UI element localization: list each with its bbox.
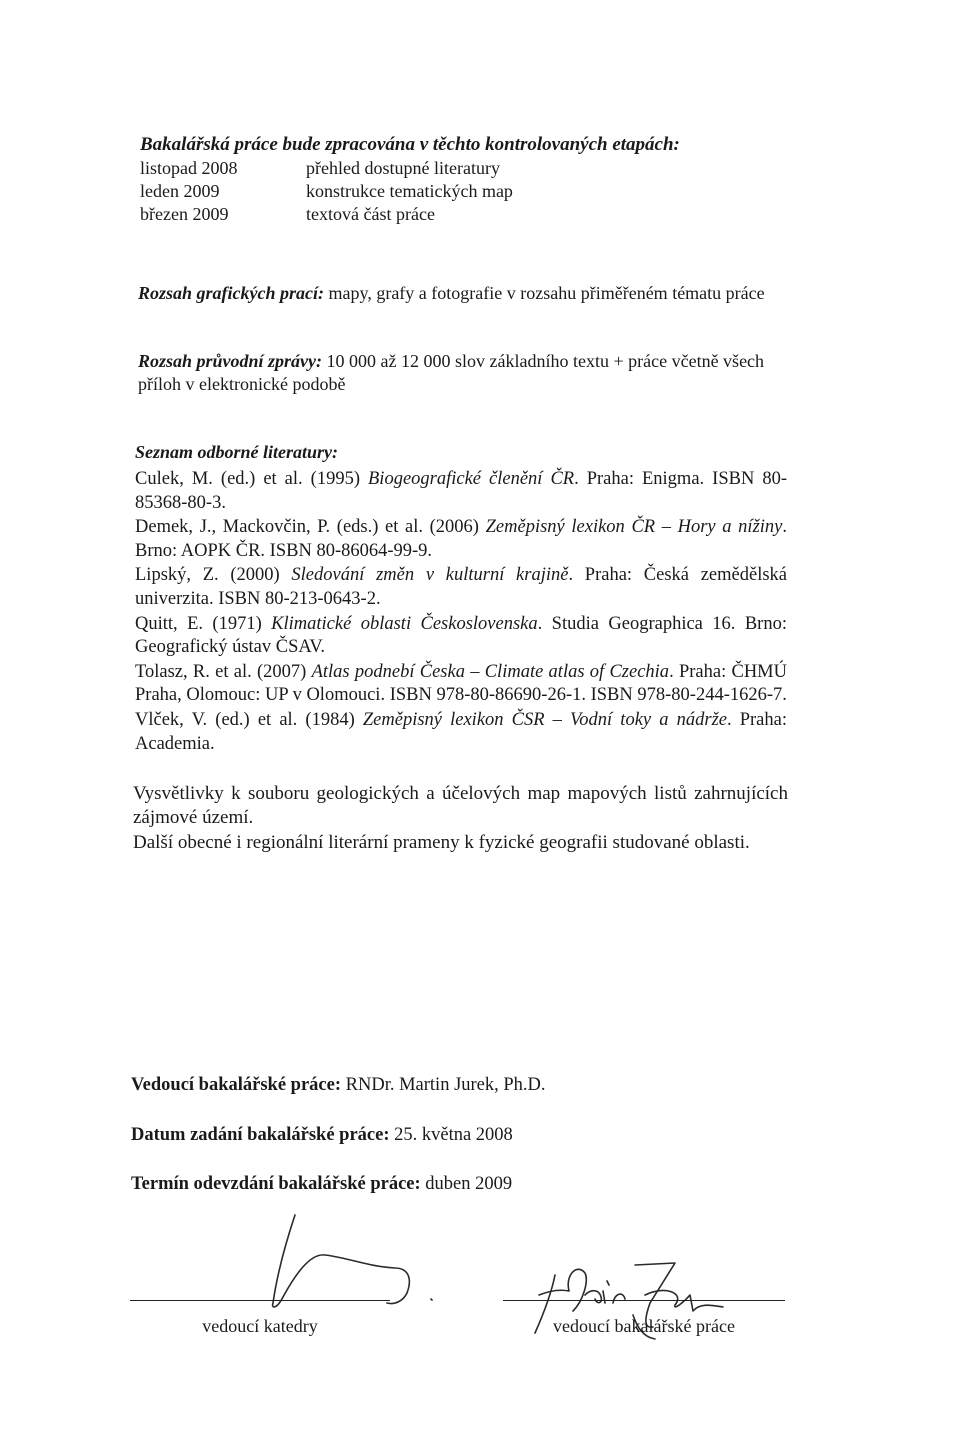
reference-authors: Demek, J., Mackovčin, P. (eds.) et al. (2006) bbox=[135, 517, 486, 538]
stage-row bbox=[140, 203, 840, 226]
reference-authors: Vlček, V. (ed.) et al. (1984) bbox=[135, 709, 363, 730]
reference-item bbox=[135, 516, 787, 563]
submission-deadline-value: duben 2009 bbox=[420, 1174, 513, 1194]
reference-authors: Culek, M. (ed.) et al. (1995) bbox=[135, 469, 368, 489]
other-source-item: Další obecné i regionální literární prameny k fyzické geografii studované oblasti. bbox=[133, 832, 750, 853]
assignment-date-label: Datum zadání bakalářské práce: bbox=[131, 1125, 390, 1145]
reference-title: Zeměpisný lexikon ČSR – Vodní toky a nádrže bbox=[362, 709, 727, 730]
reference-authors: Lipský, Z. (2000) bbox=[135, 565, 292, 586]
reference-title: Sledování změn v kulturní krajině bbox=[291, 565, 569, 586]
submission-deadline-line bbox=[131, 1172, 512, 1196]
assignment-date-value: 25. května 2008 bbox=[389, 1125, 513, 1145]
report-scope bbox=[138, 350, 788, 396]
other-sources bbox=[133, 782, 788, 856]
stage-date: listopad 2008 bbox=[140, 158, 238, 178]
reference-publisher: . Praha: Academia. bbox=[135, 709, 787, 754]
reference-publisher: . Studia Geographica 16. Brno: Geografický ústav ČSAV. bbox=[135, 613, 787, 658]
graphic-scope-text: mapy, grafy a fotografie v rozsahu přiměřeném tématu práce bbox=[324, 283, 765, 303]
signature-line-left bbox=[130, 1300, 390, 1337]
reference-authors: Quitt, E. (1971) bbox=[135, 613, 272, 634]
literature-section bbox=[135, 440, 787, 757]
stage-row bbox=[140, 180, 840, 203]
supervisor-signature-label: vedoucí bakalářské práce bbox=[553, 1316, 735, 1336]
signature-line-right bbox=[503, 1300, 785, 1337]
department-head-signature bbox=[255, 1205, 445, 1315]
stages-heading: Bakalářská práce bude zpracována v těchto kontrolovaných etapách: bbox=[140, 134, 680, 155]
supervisor-line bbox=[131, 1073, 546, 1097]
stage-task: textová část práce bbox=[306, 204, 435, 224]
reference-item bbox=[135, 468, 787, 515]
reference-title: Zeměpisný lexikon ČR – Hory a nížiny bbox=[485, 517, 783, 538]
reference-publisher: . Brno: AOPK ČR. ISBN 80-86064-99-9. bbox=[135, 517, 788, 561]
graphic-scope-label: Rozsah grafických prací: bbox=[138, 283, 324, 303]
reference-title: Biogeografické členění ČR bbox=[368, 469, 575, 489]
reference-publisher: . Praha: Enigma. ISBN 80-85368-80-3. bbox=[135, 469, 787, 513]
reference-title: Klimatické oblasti Československa bbox=[271, 613, 538, 634]
submission-deadline-label: Termín odevzdání bakalářské práce: bbox=[131, 1174, 421, 1194]
reference-authors: Tolasz, R. et al. (2007) bbox=[135, 661, 312, 682]
literature-heading: Seznam odborné literatury: bbox=[135, 442, 339, 462]
reference-title: Atlas podnebí Česka – Climate atlas of Czechia bbox=[311, 661, 670, 682]
reference-item bbox=[135, 564, 787, 611]
reference-publisher: . Praha: Česká zemědělská univerzita. ISBN 80-213-0643-2. bbox=[135, 565, 788, 609]
department-head-label: vedoucí katedry bbox=[202, 1316, 318, 1336]
reference-item bbox=[135, 661, 787, 708]
stage-date: březen 2009 bbox=[140, 204, 229, 224]
stage-task: přehled dostupné literatury bbox=[306, 158, 500, 178]
reference-item bbox=[135, 709, 787, 756]
supervisor-label: Vedoucí bakalářské práce: bbox=[131, 1075, 342, 1095]
reference-item bbox=[135, 613, 787, 660]
stages-section bbox=[140, 133, 840, 226]
stage-date: leden 2009 bbox=[140, 181, 220, 201]
stage-task: konstrukce tematických map bbox=[306, 181, 513, 201]
graphic-scope bbox=[138, 282, 788, 305]
supervisor-value: RNDr. Martin Jurek, Ph.D. bbox=[341, 1075, 546, 1095]
report-scope-label: Rozsah průvodní zprávy: bbox=[138, 351, 323, 371]
stage-row bbox=[140, 157, 840, 180]
other-source-item: Vysvětlivky k souboru geologických a účelových map mapových listů zahrnujících zájmové území. bbox=[133, 783, 788, 828]
reference-publisher: . Praha: ČHMÚ Praha, Olomouc: UP v Olomouci. ISBN 978-80-86690-26-1. ISBN 978-80-244-1626-7. bbox=[135, 661, 787, 706]
assignment-date-line bbox=[131, 1123, 513, 1147]
report-scope-text: 10 000 až 12 000 slov základního textu + práce včetně všech příloh v elektronické podobě bbox=[138, 351, 765, 394]
